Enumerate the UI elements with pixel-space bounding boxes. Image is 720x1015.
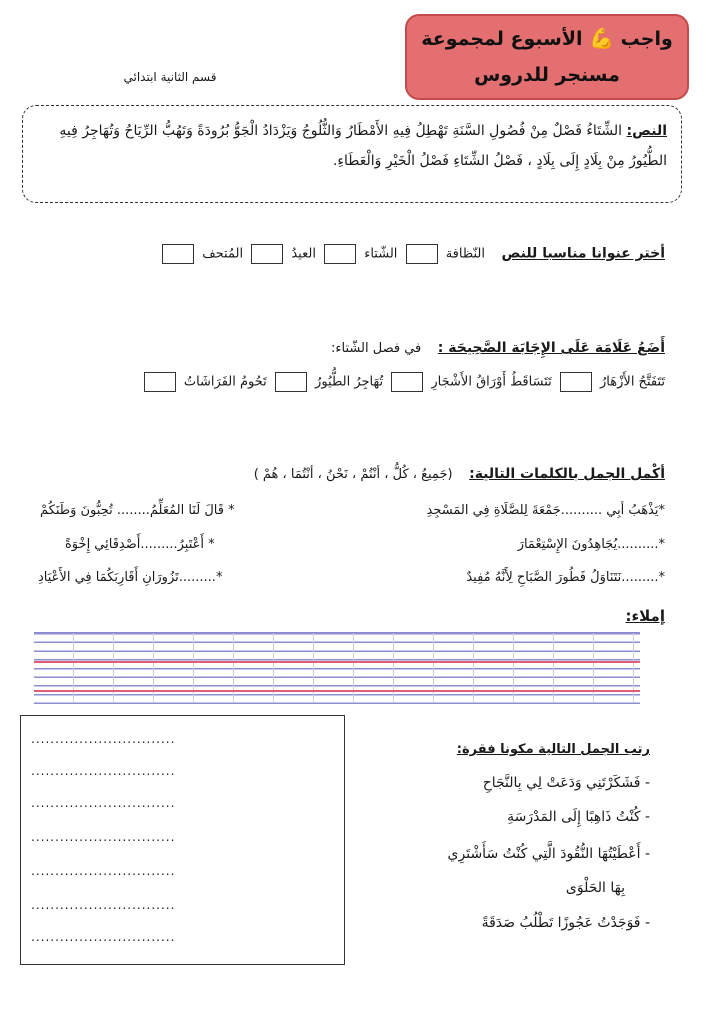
mark-option: تَتَسَاقَطُ أَوْرَاقُ الأَشْجَارِ xyxy=(431,374,552,390)
title-option: النّظافة xyxy=(445,246,485,262)
passage-box xyxy=(22,105,682,203)
complete-sentence: * أَعْتَبِرُ.........أَصْدِقَائِي إِخْوَةً xyxy=(65,537,215,552)
dictation-heading: إملاء: xyxy=(625,607,665,625)
badge-word-homework: واجب xyxy=(620,28,673,50)
answer-box[interactable] xyxy=(20,715,345,965)
passage-label: النص: xyxy=(626,123,667,139)
order-item: - أَعْطَيْتُهَا النُّقُودَ الَّتِي كُنْتُ سَأَشْتَرِي xyxy=(447,846,650,862)
mark-option: تَتَفَتَّحُ الأَزْهَارُ xyxy=(600,374,665,390)
class-label: قسم الثانية ابتدائي xyxy=(123,70,217,84)
answer-line[interactable]: .............................. xyxy=(31,796,176,810)
dictation-writing-grid[interactable] xyxy=(34,632,640,704)
order-item: - فَوَجَدْتُ عَجُوزًا تَطْلُبُ صَدَقَةً xyxy=(481,915,650,931)
mark-option: تُهَاجِرُ الطُّيُورُ xyxy=(315,374,384,390)
complete-sentence: *..........يُجَاهِدُونَ الإِسْتِعْمَارَ xyxy=(517,537,665,552)
order-item: - كُنْتُ ذَاهِبًا إِلَى المَدْرَسَةِ xyxy=(507,809,650,825)
order-item: - فَشَكَرْتَنِي وَدَعَتْ لِي بِالنَّجَاحِ xyxy=(482,775,650,791)
answer-line[interactable]: .............................. xyxy=(31,732,176,746)
complete-question-heading-row xyxy=(254,466,665,482)
title-question-heading: أختر عنوانا مناسبا للنص xyxy=(501,245,665,262)
mark-option-checkbox[interactable] xyxy=(560,372,592,392)
complete-sentence: *يَذْهَبُ أبِي ..........جَمْعَةَ لِلصَّلَاةِ فِي المَسْجِدِ xyxy=(426,503,665,518)
title-option-checkbox[interactable] xyxy=(406,244,438,264)
order-item: بِهَا الحَلْوَى xyxy=(565,880,625,896)
complete-sentence: * قَالَ لَنَا المُعَلِّمُ........ تُحِبُّونَ وَطَنَكُمْ xyxy=(40,503,235,518)
complete-question-heading: أكْمل الجمل بالكلمات التالية: xyxy=(469,466,665,482)
answer-line[interactable]: .............................. xyxy=(31,764,176,778)
title-option: الشّتاء xyxy=(364,246,398,262)
complete-sentence: *.........نَتَنَاوَلُ فَطُورَ الصَّبَاحِ لِأَنَّهُ مُفِيدٌ xyxy=(466,570,665,585)
title-question xyxy=(158,244,665,264)
passage-text: الشِّتَاءُ فَصْلٌ مِنْ فُصُولِ السَّنَةِ تَهْطِلُ فِيهِ الأَمْطَارُ وَالثُّلُوجُ وَيَزْدَادُ الْجَوُّ بُرُودَةً وَتَهُبُّ الرِّيَاحُ وَتُهَاجِرُ فِيهِ الطُّيُورُ مِنْ بِلَادٍ إِلَى بِلَادٍ ، فَصْلُ الشِّتَاءِ فَصْلُ الْخَيْرِ وَالْعَطَاءِ. xyxy=(59,123,667,169)
answer-line[interactable]: .............................. xyxy=(31,830,176,844)
answer-line[interactable]: .............................. xyxy=(31,930,176,944)
title-option-checkbox[interactable] xyxy=(251,244,283,264)
title-option: المُتحف xyxy=(202,246,244,262)
mark-option-checkbox[interactable] xyxy=(391,372,423,392)
answer-line[interactable]: .............................. xyxy=(31,864,176,878)
title-option: العيدُ xyxy=(291,246,316,262)
mark-option-checkbox[interactable] xyxy=(275,372,307,392)
title-option-checkbox[interactable] xyxy=(162,244,194,264)
badge-line-2: مسنجر للدروس xyxy=(474,64,620,86)
flexed-biceps-icon: 💪 xyxy=(589,26,615,50)
mark-question-heading-row xyxy=(331,340,665,356)
complete-word-bank: (جَمِيعُ ، كُلُّ ، أنْتُمْ ، نَحْنُ ، أنْتُمَا ، هُمْ ) xyxy=(253,467,453,482)
mark-option-checkbox[interactable] xyxy=(144,372,176,392)
order-question-heading: رتب الجمل التالية مكونا فقرة: xyxy=(456,742,650,757)
header-badge xyxy=(405,14,689,100)
title-option-checkbox[interactable] xyxy=(324,244,356,264)
badge-line-1 xyxy=(407,26,687,50)
mark-option: تَحُومُ الفَرَاشَاتُ xyxy=(183,374,267,390)
mark-question-sub: في فصل الشّتاء: xyxy=(331,341,422,356)
answer-line[interactable]: .............................. xyxy=(31,898,176,912)
complete-sentence: *.........تَزُورَانِ أَقَارِبَكُمَا فِي الأَعْيَادِ xyxy=(38,570,223,585)
mark-question-options xyxy=(140,372,665,392)
badge-word-week: الأسبوع لمجموعة xyxy=(421,28,583,50)
mark-question-heading: أَضَعُ عَلَامَة عَلَى الإِجَابَة الصَّحِيحَة : xyxy=(437,340,665,356)
